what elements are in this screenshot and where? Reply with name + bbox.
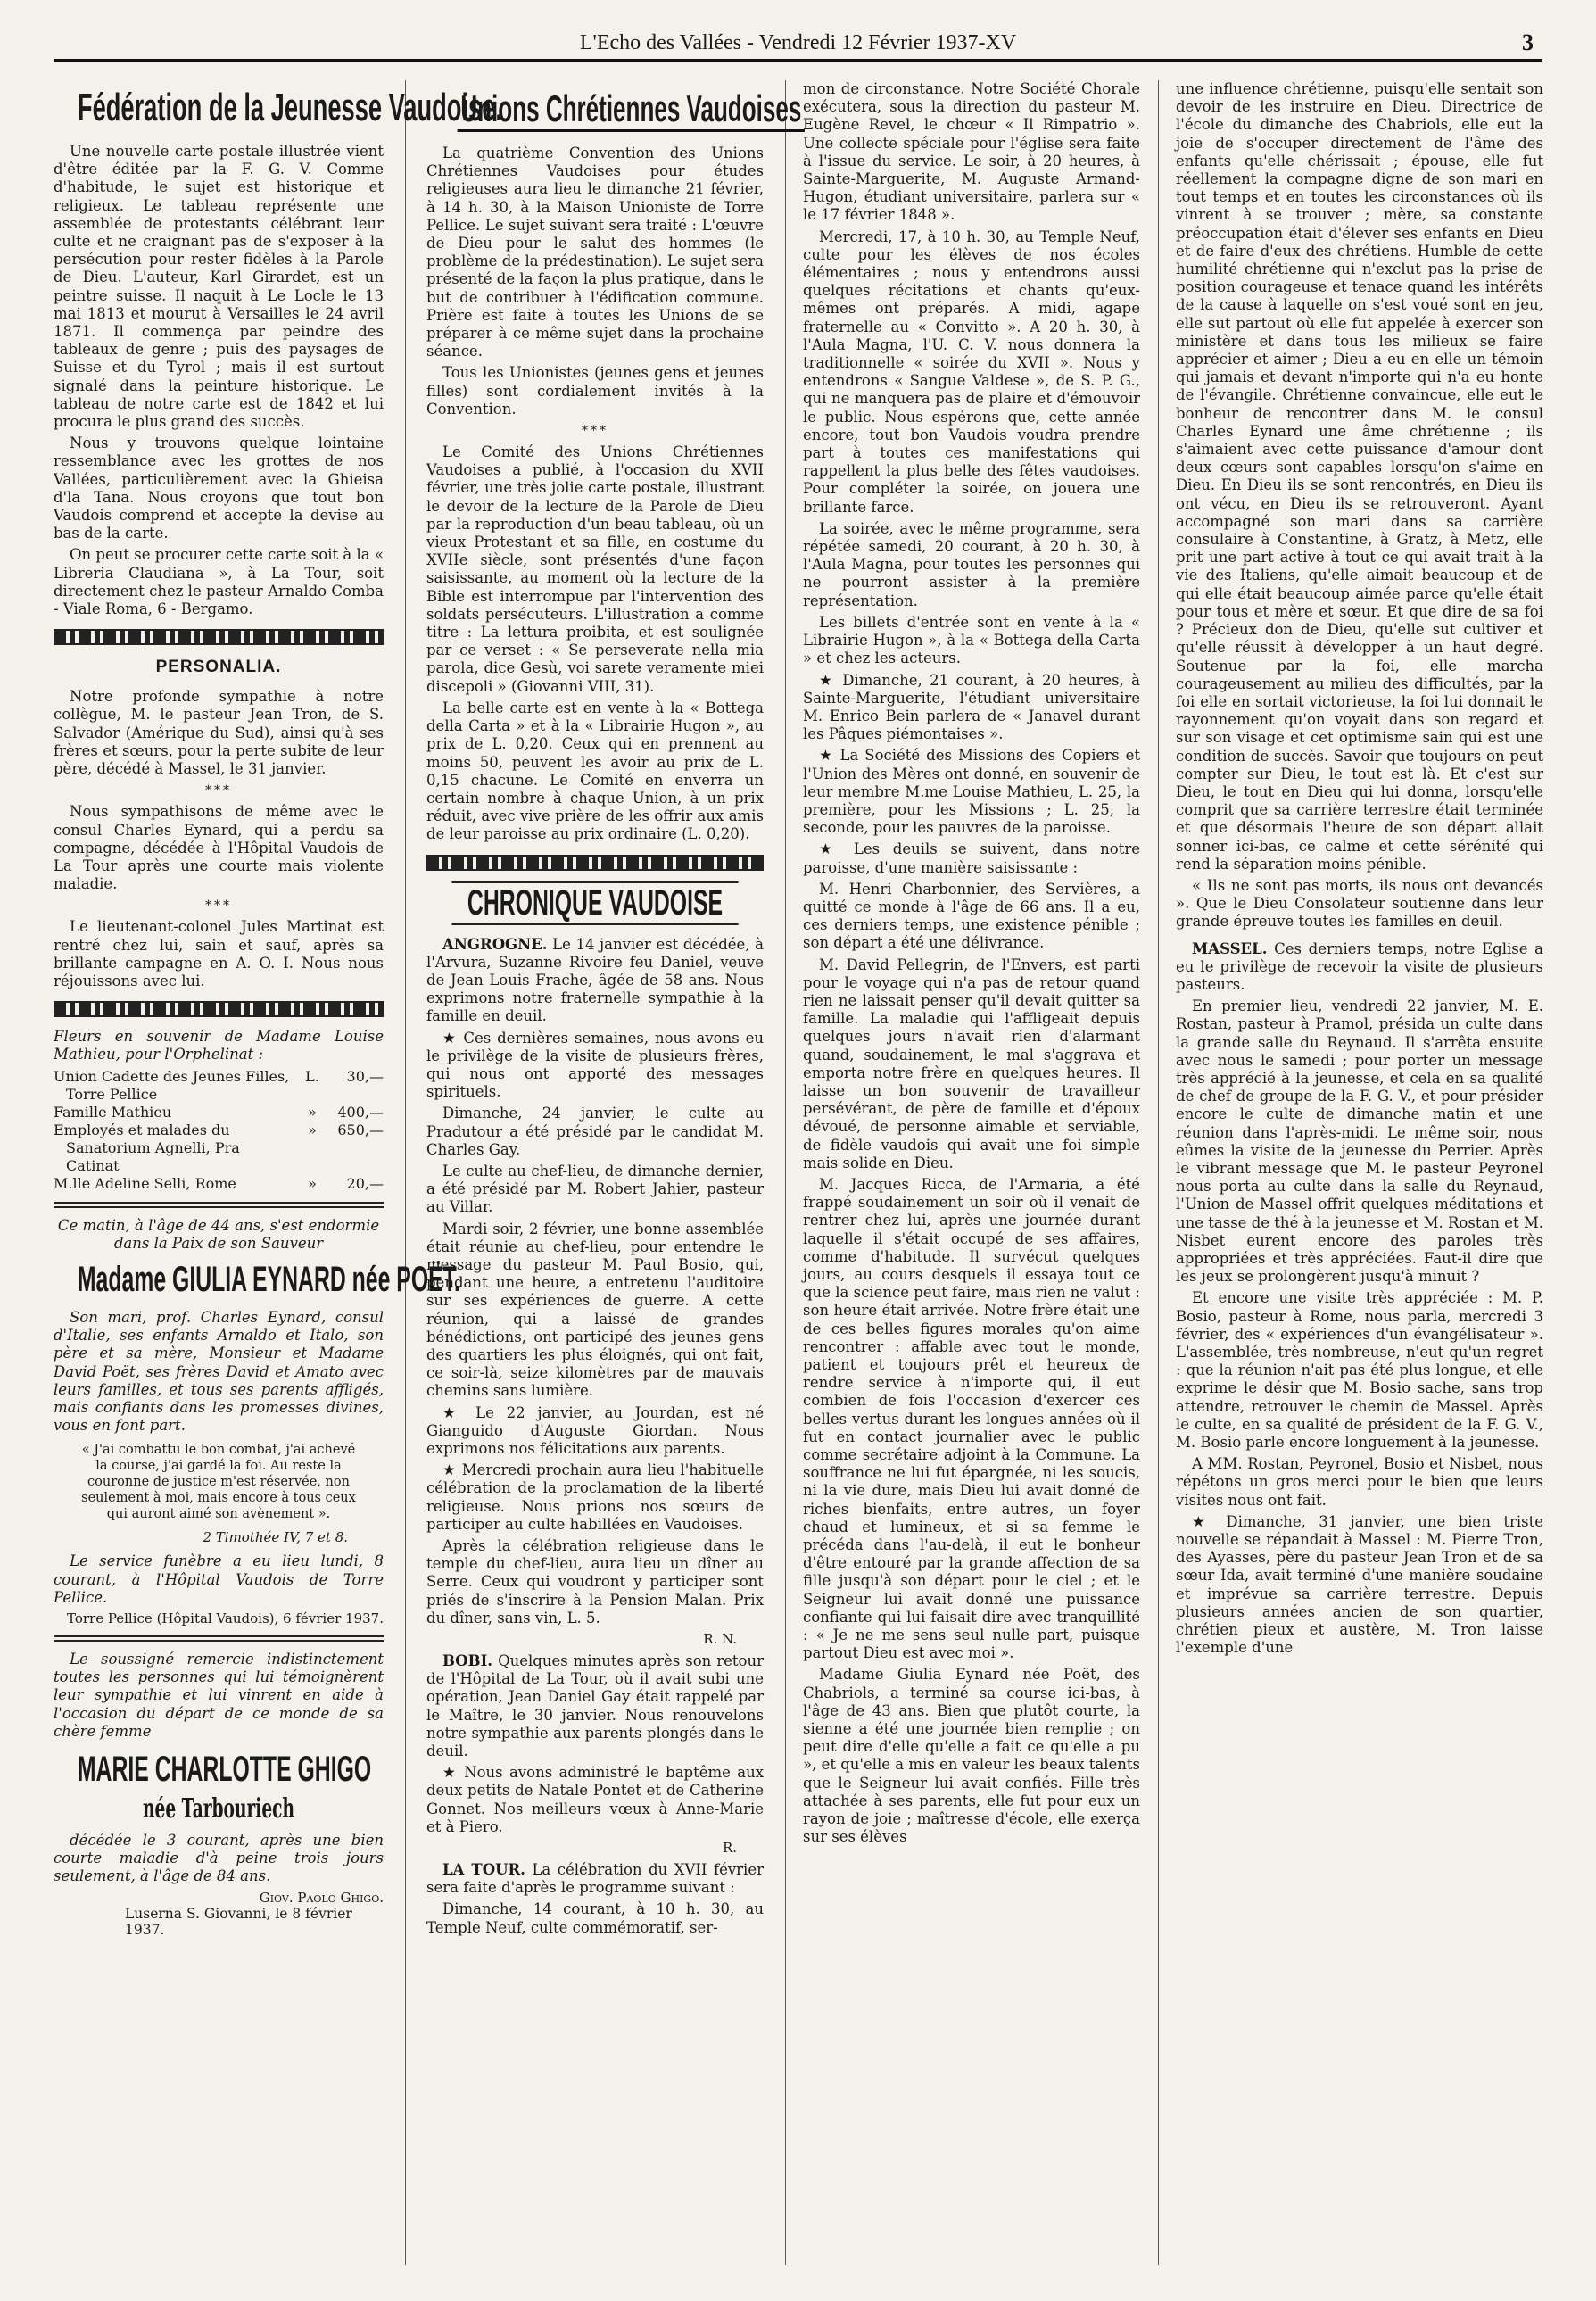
ucv-paragraph: Tous les Unionistes (jeunes gens et jeunes filles) sont cordialement invités à la Convention. [426, 364, 764, 418]
list-item: Union Cadette des Jeunes Filles, Torre Pellice L. 30,— [54, 1067, 384, 1103]
ucv-title: Unions Chrétiennes Vaudoises [458, 87, 733, 130]
chronicle-paragraph: Après la célébration religieuse dans le temple du chef-lieu, aura lieu un dîner au Serre. Ceux qui voudront y participer sont priés de s'inscrire à la Pension Malan. Prix du dîner, sans vin, L. 5. [426, 1537, 764, 1626]
funeral-place: Torre Pellice (Hôpital Vaudois), 6 février 1937. [66, 1610, 384, 1626]
chronicle-paragraph: ★ Dimanche, 31 janvier, une bien triste nouvelle se répandait à Massel : M. Pierre Tron, des Ayasses, père du pasteur Jean Tron et de sa sœur Ida, avait terminé d'une manière soudaine et imprévue sa carrière terrestre. Depuis plusieurs années ancien de son quartier, chrétien pieux et austère, M. Tron laisse l'exemple d'une [1176, 1512, 1543, 1657]
divider [54, 1635, 384, 1642]
chronicle-paragraph: ★ La Société des Missions des Copiers et l'Union des Mères ont donné, en souvenir de leur membre M.me Louise Mathieu, L. 25, la première, pour les Missions ; L. 25, la seconde, pour les pauvres de la paroisse. [803, 747, 1140, 837]
chronicle-paragraph: Madame Giulia Eynard née Poët, des Chabriols, a terminé sa course ici-bas, à l'âge de 43 ans. Bien que plutôt courte, la sienne a été une journée bien remplie ; on peut dire d'elle qu'elle a fait ce qu'elle a pu », et qu'elle a mis en valeur les beaux talents que le Seigneur lui avait confiés. Fille très attachée à ses parents, elle fut pour eux un rayon de joie ; maîtresse d'école, elle exerça sur ses élèves [803, 1666, 1140, 1846]
chronicle-paragraph: Le culte au chef-lieu, de dimanche dernier, a été présidé par M. Robert Jahier, pasteur au Villar. [426, 1162, 764, 1216]
personalia-title: PERSONALIA. [155, 658, 282, 677]
chronicle-signature: R. [722, 1840, 737, 1857]
bible-verse: « J'ai combattu le bon combat, j'ai achevé la course, j'ai gardé la foi. Au reste la couronne de justice m'est réservée, non seulement à moi, mais encore à tous ceux qui auront aimé son avènement ». [81, 1443, 356, 1522]
chronicle-paragraph: Les billets d'entrée sont en vente à la « Librairie Hugon », à la « Bottega della Carta » et chez les acteurs. [803, 613, 1140, 667]
chronicle-paragraph: La célébration du XVII février sera faite d'après le programme suivant : [426, 1861, 764, 1897]
chronicle-paragraph: Mardi soir, 2 février, une bonne assemblée était réunie au chef-lieu, pour entendre le message du pasteur M. Paul Bosio, qui, pendant une heure, a entretenu l'auditoire sur ses expériences de guerre. A cette réunion, qui a laissé de grandes bénédictions, ont participé des jeunes gens des quartiers les plus éloignés, qui ont fait, ce soir-là, seize kilomètres par de mauvais chemins sans lumière. [426, 1220, 764, 1400]
column-rule [1158, 80, 1159, 2265]
chronicle-paragraph: ★ Mercredi prochain aura lieu l'habituelle célébration de la proclamation de la liberté religieuse. Nous prions nos sœurs de participer au culte habillées en Vaudoises. [426, 1461, 764, 1533]
fleurs-intro: Fleurs en souvenir de Madame Louise Mathieu, pour l'Orphelinat : [54, 1028, 384, 1064]
chronicle-paragraph: Mercredi, 17, à 10 h. 30, au Temple Neuf, culte pour les élèves de nos écoles élémentaires ; nous y entendrons aussi quelques récitations et chants qu'eux-mêmes ont préparés. A midi, agape fraternelle au « Convitto ». A 20 h. 30, à l'Aula Magna, l'U. C. V. nous donnera la traditionnelle « soirée du XVII ». Nous y entendrons « Sangue Valdese », de S. P. G., qui ne manquera pas de plaire et d'émouvoir le public. Nous espérons que, cette année encore, tout bon Vaudois voudra prendre part à toutes ces manifestations qui rappellent la plus belle des fêtes vaudoises. Pour compléter la soirée, on jouera une brillante farce. [803, 228, 1140, 516]
death-notice: Son mari, prof. Charles Eynard, consul d'Italie, ses enfants Arnaldo et Italo, son père et sa mère, Monsieur et Madame David Poët, ses frères David et Amato avec leurs familles, et tous ses parents affligés, mais confiants dans les promesses divines, vous en font part. [54, 1308, 384, 1435]
column-4 [1176, 80, 1543, 2265]
list-item: Famille Mathieu » 400,— [54, 1103, 384, 1121]
chronicle-paragraph: ★ Nous avons administré le baptême aux deux petits de Natale Pontet et de Catherine Gonnet. Nos meilleurs vœux à Anne-Marie et à Piero. [426, 1764, 764, 1835]
ucv-paragraph: La belle carte est en vente à la « Bottega della Carta » et à la « Librairie Hugon », au prix de L. 0,20. Ceux qui en prennent au moins 50, peuvent les avoir au prix de L. 0,15 chacune. Le Comité en enverra un certain nombre à chaque Union, à un prix réduit, avec vive prière de les offrir aux amis de leur paroisse au prix ordinaire (L. 0,20). [426, 699, 764, 843]
chronicle-paragraph: En premier lieu, vendredi 22 janvier, M. E. Rostan, pasteur à Pramol, présida un culte dans la grande salle du Reynaud. Il s'arrêta ensuite avec nous le samedi ; pour porter un message très apprécié à la jeunesse, et cela en sa qualité de chef de groupe de la F. G. V., et pour présider encore le culte de dimanche matin et une réunion dans l'après-midi. Le même soir, nous eûmes la visite de la jeunesse du Perrier. Après le vibrant message que M. le pasteur Peyronel nous porta au culte dans la salle du Reynaud, l'Union de Massel offrit quelques méditations et une tasse de thé à la jeunesse et M. Rostan et M. Nisbet eurent encore des paroles très appropriées et très appréciées. Faut-il dire que les jeux se prolongèrent jusqu'à minuit ? [1176, 997, 1543, 1286]
personalia-paragraph: Le lieutenant-colonel Jules Martinat est rentré chez lui, sain et sauf, après sa brillante campagne en A. O. I. Nous nous réjouissons avec lui. [54, 918, 384, 989]
death-intro: Ce matin, à l'âge de 44 ans, s'est endormie dans la Paix de son Sauveur [57, 1216, 380, 1252]
chronicle-paragraph: M. Henri Charbonnier, des Servières, a quitté ce monde à l'âge de 66 ans. Il a eu, ces derniers temps, une existence pénible ; son départ a été une délivrance. [803, 880, 1140, 952]
ornament-divider [54, 629, 384, 645]
divider [54, 1202, 384, 1208]
funeral-notice: Le service funèbre a eu lieu lundi, 8 courant, à l'Hôpital Vaudois de Torre Pellice. [54, 1552, 384, 1606]
list-item: M.lle Adeline Selli, Rome » 20,— [54, 1174, 384, 1192]
thanks-notice: Le soussigné remercie indistinctement toutes les personnes qui lui témoignèrent leur sympathie et lui vinrent en aide à l'occasion du départ de ce monde de sa chère femme [54, 1650, 384, 1740]
list-item: Employés et malades du Sanatorium Agnelli, Pra Catinat » 650,— [54, 1121, 384, 1174]
personalia-paragraph: Notre profonde sympathie à notre collègue, M. le pasteur Jean Tron, de S. Salvador (Amérique du Sud), ainsi qu'à ses frères et sœurs, pour la perte subite de leur père, décédé à Massel, le 31 janvier. [54, 688, 384, 778]
stars-separator: *** [582, 424, 608, 439]
place-label: LA TOUR. [442, 1861, 525, 1879]
thanks-place: Luserna S. Giovanni, le 8 février 1937. [125, 1905, 352, 1938]
chronicle-paragraph: Quelques minutes après son retour de l'Hôpital de La Tour, où il avait subi une opération, Jean Daniel Gay était rappelé par le Maître, le 30 janvier. Nous renouvelons notre sympathie aux parents plongés dans le deuil. [426, 1652, 765, 1760]
chronicle-paragraph: Dimanche, 24 janvier, le culte au Pradutour a été présidé par le candidat M. Charles Gay. [426, 1105, 764, 1158]
ucv-paragraph: Le Comité des Unions Chrétiennes Vaudoises a publié, à l'occasion du XVII février, une très jolie carte postale, illustrant le devoir de la lecture de la Parole de Dieu par la reproduction d'un beau tableau, où un vieux Protestant et sa fille, en costume du XVIIe siècle, sont présentés d'une façon saisissante, au moment où la lecture de la Bible est interrompue par l'intervention des soldats persécuteurs. L'illustration a comme titre : La lettura proibita, et est soulignée par ce verset : « Se perseverate nella mia parola, dice Gesù, voi sarete veramente miei discepoli » (Giovanni VIII, 31). [426, 443, 764, 695]
chronicle-paragraph: A MM. Rostan, Peyronel, Bosio et Nisbet, nous répétons un gros merci pour le bien que leurs visites nous ont fait. [1176, 1455, 1543, 1509]
ornament-divider [54, 1001, 384, 1017]
place-label: BOBI. [442, 1652, 493, 1670]
chronicle-paragraph: Le 14 janvier est décédée, à l'Arvura, Suzanne Rivoire feu Daniel, veuve de Jean Louis Frache, âgée de 58 ans. Nous exprimons notre fraternelle sympathie à la famille en deuil. [426, 935, 764, 1025]
ucv-paragraph: La quatrième Convention des Unions Chrétiennes Vaudoises pour études religieuses aura lieu le dimanche 21 février, à 14 h. 30, à la Maison Unioniste de Torre Pellice. Le sujet suivant sera traité : L'œuvre de Dieu pour le salut des hommes (le problème de la prédestination). Le sujet sera présenté de la façon la plus pratique, dans le but de contribuer à l'édification commune. Prière est faite à toutes les Unions de se préparer à ce même sujet dans la prochaine séance. [426, 145, 764, 360]
column-rule [405, 80, 406, 2265]
column-3 [803, 80, 1140, 2265]
header-title: L'Echo des Vallées - Vendredi 12 Février 1937-XV [579, 30, 1017, 54]
chronicle-paragraph: ★ Ces dernières semaines, nous avons eu le privilège de la visite de plusieurs frères, qui nous ont apporté des messages spirituels. [426, 1029, 764, 1101]
fed-paragraph: On peut se procurer cette carte soit à la « Libreria Claudiana », à La Tour, soit directement chez le pasteur Arnaldo Comba - Viale Roma, 6 - Bergamo. [54, 546, 384, 618]
thanks-paragraph: décédée le 3 courant, après une bien courte maladie d'à peine trois jours seulement, à l'âge de 84 ans. [54, 1831, 384, 1885]
column-rule [785, 80, 786, 2265]
place-label: MASSEL. [1192, 939, 1268, 957]
thanks-maiden-name: née Tarbouriech [142, 1792, 295, 1825]
chronicle-paragraph: « Ils ne sont pas morts, ils nous ont devancés ». Que le Dieu Consolateur soutienne dans leur grande épreuve toutes les familles en deuil. [1176, 876, 1543, 931]
stars-separator: *** [205, 783, 232, 799]
chronicle-paragraph: Dimanche, 14 courant, à 10 h. 30, au Temple Neuf, culte commémoratif, ser- [426, 1900, 764, 1936]
chronicle-paragraph: ★ Le 22 janvier, au Jourdan, est né Gianguido d'Auguste Giordan. Nous exprimons nos félicitations aux parents. [426, 1403, 764, 1457]
page-number: 3 [1522, 29, 1534, 55]
chronicle-paragraph: M. David Pellegrin, de l'Envers, est parti pour le voyage qui n'a pas de retour quand rien ne laissait penser qu'il devait quitter sa famille. La maladie qui l'affligeait depuis quelques jours n'avait rien d'alarmant quand, soudainement, le mal s'aggrava et emporta notre frère en quelques heures. Il laisse un bon souvenir de travailleur persévérant, de père de famille et d'époux dévoué, de personne aimable et serviable, de fidèle vaudois qui avait une foi simple mais solide en Dieu. [803, 956, 1140, 1171]
stars-separator: *** [205, 898, 232, 914]
fed-paragraph: Une nouvelle carte postale illustrée vient d'être éditée par la F. G. V. Comme d'habitude, le sujet est historique et religieux. Le tableau représente une assemblée de protestants célébrant leur culte et ne craignant pas de s'exposer à la persécution pour rester fidèles à la Parole de Dieu. L'auteur, Karl Girardet, est un peintre suisse. Il naquit à Le Locle le 13 mai 1813 et mourut à Versailles le 24 avril 1871. Il commença par peindre des tableaux de genre ; puis des paysages de Suisse et du Tyrol ; mais il est surtout signalé dans la peinture historique. Le tableau de notre carte est de 1842 et lui procura le plus grand des succès. [54, 143, 384, 431]
fed-paragraph: Nous y trouvons quelque lointaine ressemblance avec les grottes de nos Vallées, particulièrement avec la Ghieisa d'la Tana. Nous croyons que tout bon Vaudois comprend et accepte la devise au bas de la carte. [54, 435, 384, 542]
chronicle-paragraph: Et encore une visite très appréciée : M. P. Bosio, pasteur à Rome, nous parla, mercredi 3 février, des « expériences d'un évangélisateur ». L'assemblée, très nombreuse, n'eut qu'un regret : que la réunion n'ait pas été plus longue, et elle exprime le désir que M. Bosio sache, sans trop attendre, retrouver le chemin de Massel. Après le culte, en sa qualité de président de la F. G. V., M. Bosio parle encore longuement à la jeunesse. [1176, 1289, 1543, 1452]
death-name: Madame GIULIA EYNARD née POËT. [77, 1259, 460, 1299]
chronicle-signature: R. N. [703, 1631, 737, 1648]
chronicle-paragraph: Ces derniers temps, notre Eglise a eu le privilège de recevoir la visite de plusieurs pasteurs. [1176, 939, 1544, 993]
chronicle-paragraph: ★ Dimanche, 21 courant, à 20 heures, à Sainte-Marguerite, l'étudiant universitaire M. Enrico Bein parlera de « Janavel durant les Pâques piémontaises ». [803, 671, 1140, 743]
fleurs-list [54, 1068, 384, 1193]
fed-title: Fédération de la Jeunesse Vaudoise. [77, 86, 502, 129]
verse-reference: 2 Timothée IV, 7 et 8. [203, 1529, 348, 1546]
chronique-title: CHRONIQUE VAUDOISE [451, 881, 738, 925]
chronicle-paragraph: ★ Les deuils se suivent, dans notre paroisse, d'une manière saisissante : [803, 840, 1140, 876]
page-header [54, 27, 1542, 62]
place-label: ANGROGNE. [442, 935, 548, 953]
chronicle-paragraph: mon de circonstance. Notre Société Chorale exécutera, sous la direction du pasteur M. Eugène Revel, le chœur « Il Rimpatrio ». Une collecte spéciale pour l'église sera faite à l'issue du service. Le soir, à 20 heures, à Sainte-Marguerite, M. Auguste Armand-Hugon, étudiant universitaire, parlera sur « le 17 février 1848 ». [803, 80, 1140, 224]
personalia-paragraph: Nous sympathisons de même avec le consul Charles Eynard, qui a perdu sa compagne, décédée à l'Hôpital Vaudois de La Tour après une courte mais violente maladie. [54, 803, 384, 893]
thanks-signature: Giov. Paolo Ghigo. [259, 1889, 384, 1906]
chronicle-paragraph: M. Jacques Ricca, de l'Armaria, a été frappé soudainement un soir où il venait de rentrer chez lui, après une journée durant laquelle il s'était occupé de ses affaires, comme d'habitude. Il survécut quelques jours, au cours desquels il essaya tout ce que la science peut faire, mais rien ne valut : son heure était arrivée. Notre frère était une de ces belles figures morales qu'on aime rencontrer : affable avec tout le monde, patient et toujours prêt et heureux de rendre service à n'importe qui, il eut combien de fois l'occasion d'exercer ces belles vertus durant les longues années où il fut en contact journalier avec le public comme secrétaire adjoint à la Commune. La souffrance ne lui fut épargnée, ni les soucis, ni la vie dure, mais Dieu lui avait donné de riches bienfaits, entre autres, un foyer chaud et lumineux, et si sa femme le précéda dans l'au-delà, il eut le bonheur d'être entouré par la grande affection de sa fille jusqu'à son départ pour le ciel ; et le Seigneur lui avait donné une puissance confiante qui lui faisait dire avec tranquillité : « Je ne me sens seul nulle part, puisque partout Dieu est avec moi ». [803, 1175, 1140, 1662]
chronicle-paragraph: une influence chrétienne, puisqu'elle sentait son devoir de les instruire en Dieu. Directrice de l'école du dimanche des Chabriols, elle eut la joie de s'occuper directement de l'âme des enfants qu'elle chérissait ; épouse, elle fut réellement la compagne digne de son mari en tout temps et en toutes les circonstances où ils vinrent à se trouver ; mère, sa constante préoccupation était d'élever ses enfants en Dieu et de faire d'eux des chrétiens. Humble de cette humilité chrétienne qui n'exclut pas la prise de position courageuse et tenace quand les intérêts de la cause à laquelle on s'est voué sont en jeu, elle sut partout où elle fut appelée à exercer son ministère et dans tous les milieux se faire apprécier et aimer ; Dieu a eu en elle un témoin qui jamais et devant n'importe qui n'a eu honte de l'évangile. Chrétienne convaincue, elle eut le bonheur de rencontrer dans M. le consul Charles Eynard une âme chrétienne ; ils s'aimaient avec cette puissance d'amour dont deux cœurs sont capables lorsqu'on s'aime en Dieu. En Dieu ils se sont rencontrés, en Dieu ils ont vécu, en Dieu ils se retrouveront. Ayant accompagné son mari dans sa carrière consulaire à Constantine, à Gratz, à Metz, elle prit une part active à tout ce qui avait trait à la vie des Italiens, qu'elle aimait beaucoup et de qui elle était beaucoup aimée parce qu'elle était pour tous et mère et sœur. Et que dire de sa foi ? Précieux don de Dieu, qu'elle sut cultiver et qu'elle réussit à développer à un haut degré. Soutenue par la foi, elle marcha courageusement au milieu des difficultés, par la foi elle en sortait victorieuse, la foi lui donnait le rayonnement qu'on voyait dans son regard et sur son visage et cet optimisme sain qui est une condition de succès. Savoir que toujours on peut compter sur Dieu, le tout est là. Et c'est sur Dieu, le tout en Dieu qui lui donna, lorsqu'elle comprit que sa carrière terrestre était terminée et que désormais l'heure de son départ allait sonner ici-bas, ce calme et cette sérénité qui rend la séparation moins pénible. [1176, 80, 1543, 873]
thanks-name: MARIE CHARLOTTE GHIGO [77, 1749, 372, 1789]
ornament-divider [426, 855, 764, 871]
chronicle-paragraph: La soirée, avec le même programme, sera répétée samedi, 20 courant, à 20 h. 30, à l'Aula Magna, pour toutes les personnes qui ne pourront assister à la première représentation. [803, 519, 1140, 609]
column-2 [426, 80, 802, 2265]
